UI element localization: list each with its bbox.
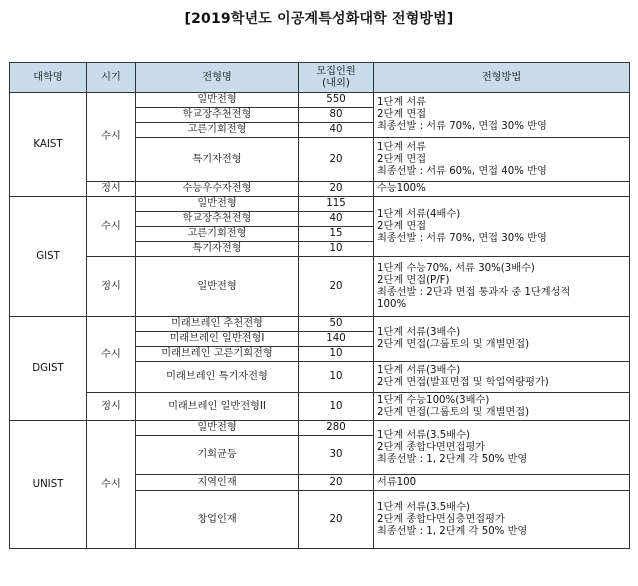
quota-cell: 10 (299, 347, 374, 362)
track-cell: 미래브레인 일반전형II (136, 393, 299, 421)
header-row (10, 63, 630, 93)
season-cell: 정시 (87, 393, 136, 421)
method-cell: 1단계 서류(3배수) 2단계 면접(발표면접 및 학업역량평가) (374, 362, 630, 393)
header-track: 전형명 (136, 63, 299, 93)
quota-cell: 10 (299, 362, 374, 393)
track-cell: 특기자전형 (136, 242, 299, 257)
admission-table (9, 62, 630, 549)
track-cell: 일반전형 (136, 197, 299, 212)
track-cell: 미래브레인 일반전형I (136, 332, 299, 347)
quota-cell: 10 (299, 393, 374, 421)
track-cell: 일반전형 (136, 257, 299, 317)
season-cell: 수시 (87, 93, 136, 182)
quota-cell: 20 (299, 182, 374, 197)
season-cell: 정시 (87, 257, 136, 317)
quota-cell: 550 (299, 93, 374, 108)
univ-kaist: KAIST (10, 93, 87, 197)
table-row (10, 197, 630, 212)
quota-cell: 80 (299, 108, 374, 123)
table-row (10, 421, 630, 436)
track-cell: 기회균등 (136, 436, 299, 475)
quota-cell: 140 (299, 332, 374, 347)
table-row (10, 93, 630, 108)
method-cell: 1단계 서류(3.5배수) 2단계 종합다면심층면접평가 최종선발 : 1, 2단계 각 50% 반영 (374, 491, 630, 549)
method-cell: 1단계 서류(3.5배수) 2단계 종합다면면접평가 최종선발 : 1, 2단계 각 50% 반영 (374, 421, 630, 475)
table-row (10, 317, 630, 332)
track-cell: 일반전형 (136, 421, 299, 436)
method-cell: 서류100 (374, 475, 630, 491)
quota-cell: 15 (299, 227, 374, 242)
track-cell: 지역인재 (136, 475, 299, 491)
season-cell: 수시 (87, 421, 136, 549)
quota-cell: 40 (299, 123, 374, 138)
header-quota: 모집인원 (내외) (299, 63, 374, 93)
method-cell: 1단계 수능100%(3배수) 2단계 면접(그룹토의 및 개별면접) (374, 393, 630, 421)
track-cell: 특기자전형 (136, 138, 299, 182)
method-cell: 1단계 서류(3배수) 2단계 면접(그룹토의 및 개별면접) (374, 317, 630, 362)
quota-cell: 20 (299, 475, 374, 491)
quota-cell: 10 (299, 242, 374, 257)
quota-cell: 40 (299, 212, 374, 227)
table-row (10, 182, 630, 197)
quota-cell: 50 (299, 317, 374, 332)
track-cell: 고른기회전형 (136, 123, 299, 138)
track-cell: 미래브레인 특기자전형 (136, 362, 299, 393)
quota-cell: 30 (299, 436, 374, 475)
header-method: 전형방법 (374, 63, 630, 93)
quota-cell: 20 (299, 491, 374, 549)
header-univ: 대학명 (10, 63, 87, 93)
page-title: [2019학년도 이공계특성화대학 전형방법] (184, 11, 454, 27)
track-cell: 고른기회전형 (136, 227, 299, 242)
method-cell: 1단계 수능70%, 서류 30%(3배수) 2단계 면접(P/F) 최종선발 : 2단과 면접 통과자 중 1단계성적 100% (374, 257, 630, 317)
header-season: 시기 (87, 63, 136, 93)
quota-cell: 20 (299, 138, 374, 182)
method-cell: 수능100% (374, 182, 630, 197)
season-cell: 정시 (87, 182, 136, 197)
table-row (10, 257, 630, 317)
track-cell: 수능우수자전형 (136, 182, 299, 197)
univ-dgist: DGIST (10, 317, 87, 421)
season-cell: 수시 (87, 197, 136, 257)
track-cell: 학교장추천전형 (136, 212, 299, 227)
season-cell: 수시 (87, 317, 136, 393)
track-cell: 일반전형 (136, 93, 299, 108)
track-cell: 미래브레인 추천전형 (136, 317, 299, 332)
quota-cell: 115 (299, 197, 374, 212)
univ-gist: GIST (10, 197, 87, 317)
quota-cell: 20 (299, 257, 374, 317)
table-row (10, 393, 630, 421)
method-cell: 1단계 서류 2단계 면접 최종선발 : 서류 60%, 면접 40% 반영 (374, 138, 630, 182)
method-cell: 1단계 서류 2단계 면접 최종선발 : 서류 70%, 면접 30% 반영 (374, 93, 630, 138)
track-cell: 창업인재 (136, 491, 299, 549)
univ-unist: UNIST (10, 421, 87, 549)
track-cell: 미래브레인 고른기회전형 (136, 347, 299, 362)
quota-cell: 280 (299, 421, 374, 436)
method-cell: 1단계 서류(4배수) 2단계 면접 최종선발 : 서류 70%, 면접 30% 반영 (374, 197, 630, 257)
track-cell: 학교장추천전형 (136, 108, 299, 123)
